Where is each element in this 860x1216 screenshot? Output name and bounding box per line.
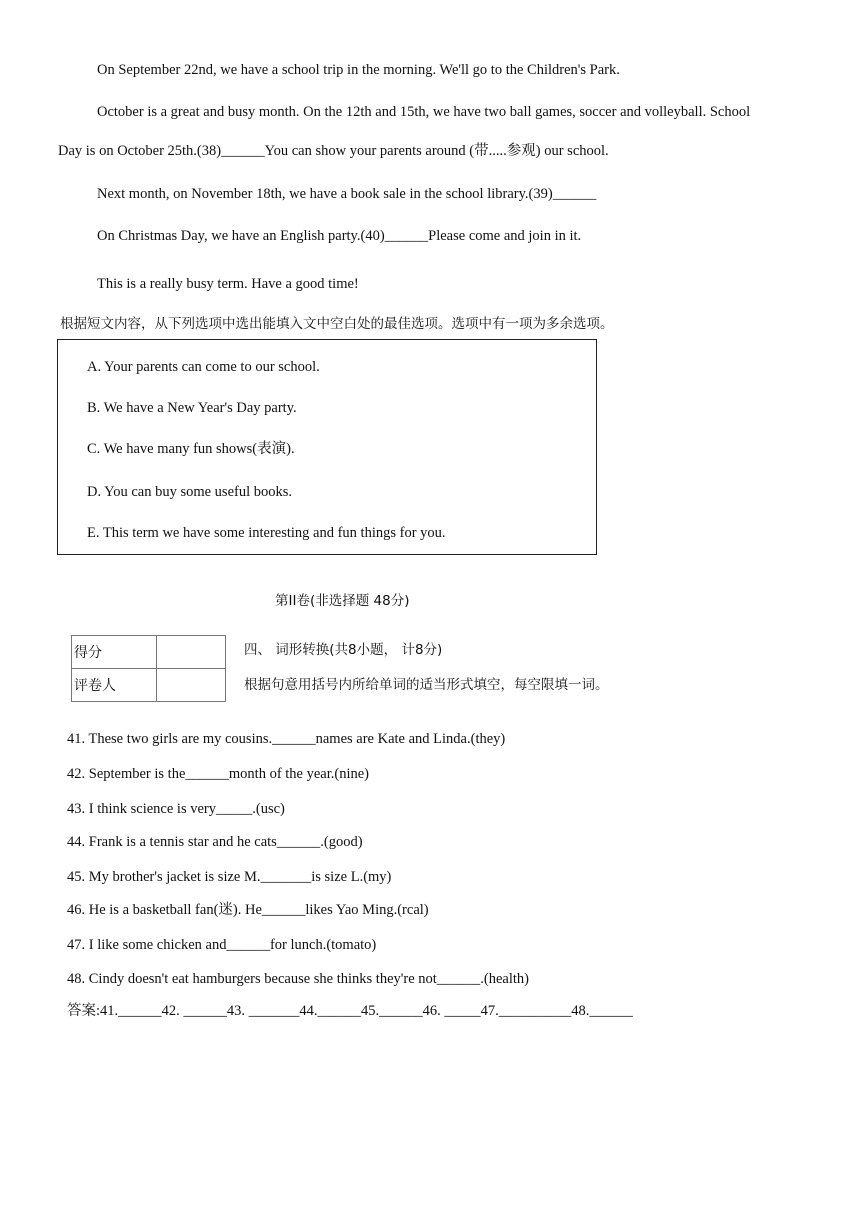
option-b: B. We have a New Year's Day party. xyxy=(87,400,297,416)
question-42: 42. September is the______month of the year.(nine) xyxy=(67,766,370,782)
question-48: 48. Cindy doesn't eat hamburgers because she thinks they're not______.(health) xyxy=(67,971,530,987)
option-d: D. You can buy some useful books. xyxy=(87,484,293,500)
answer-line: 答案:41.______42. ______43. _______44.______45.______46. _____47.__________48.______ xyxy=(67,1003,633,1019)
question-43: 43. I think science is very_____.(usc) xyxy=(67,801,285,817)
question-45: 45. My brother's jacket is size M._______is size L.(my) xyxy=(67,869,392,885)
option-a: A. Your parents can come to our school. xyxy=(87,359,320,375)
grader-cell xyxy=(157,669,226,702)
question-41: 41. These two girls are my cousins.______names are Kate and Linda.(they) xyxy=(67,731,506,747)
question-44: 44. Frank is a tennis star and he cats______.(good) xyxy=(67,834,363,850)
passage-line-4: Next month, on November 18th, we have a book sale in the school library.(39)______ xyxy=(97,186,597,202)
score-table xyxy=(71,635,226,702)
options-instruction: 根据短文内容，从下列选项中选出能填入文中空白处的最佳选项。选项中有一项为多余选项。 xyxy=(60,316,614,332)
passage-line-5: On Christmas Day, we have an English party.(40)______Please come and join in it. xyxy=(97,228,582,244)
passage-line-2: October is a great and busy month. On the 12th and 15th, we have two ball games, soccer and volleyball. School xyxy=(97,104,751,120)
score-cell xyxy=(157,636,226,669)
option-c: C. We have many fun shows(表演). xyxy=(87,441,295,457)
option-e: E. This term we have some interesting and fun things for you. xyxy=(87,525,446,541)
passage-line-1: On September 22nd, we have a school trip in the morning. We'll go to the Children's Park. xyxy=(97,62,620,78)
section-instruction: 根据句意用括号内所给单词的适当形式填空，每空限填一词。 xyxy=(244,677,609,693)
grader-label: 评卷人 xyxy=(72,669,157,702)
passage-line-3: Day is on October 25th.(38)______You can show your parents around (带.....参观) our school. xyxy=(58,143,609,159)
score-label: 得分 xyxy=(72,636,157,669)
passage-line-6: This is a really busy term. Have a good time! xyxy=(97,276,359,292)
section-title: 四、 词形转换(共8小题， 计8分) xyxy=(244,642,443,658)
question-47: 47. I like some chicken and______for lunch.(tomato) xyxy=(67,937,377,953)
part-title: 第II卷(非选择题 48分) xyxy=(275,593,410,609)
question-46: 46. He is a basketball fan(迷). He______likes Yao Ming.(rcal) xyxy=(67,902,429,918)
